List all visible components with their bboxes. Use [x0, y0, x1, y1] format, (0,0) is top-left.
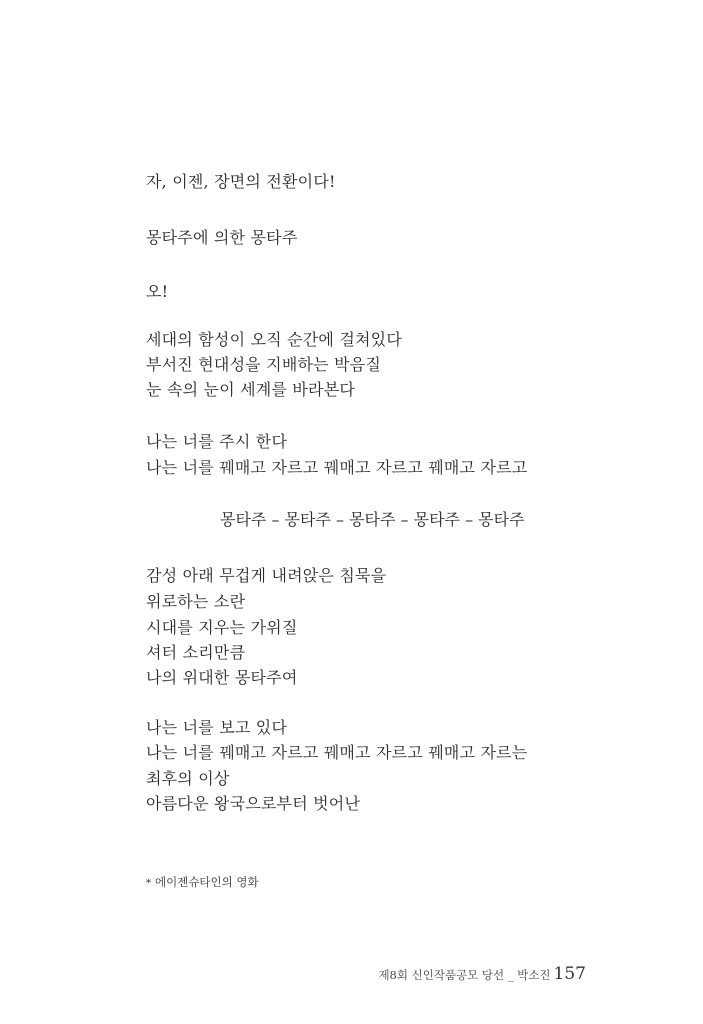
poem-line: 시대를 지우는 가위질: [146, 618, 298, 637]
poem-line: 감성 아래 무겁게 내려앉은 침묵을: [146, 566, 387, 585]
poem-line: 나는 너를 주시 한다: [146, 432, 288, 451]
poem-line: 셔터 소리만큼: [146, 643, 246, 662]
poem-line: 자, 이젠, 장면의 전환이다!: [146, 172, 336, 191]
footnote-text: 에이젠슈타인의 영화: [155, 875, 259, 889]
poem-line: 눈 속의 눈이 세계를 바라본다: [146, 380, 356, 399]
poem-line: 최후의 이상: [146, 769, 230, 788]
poem-line: 위로하는 소란: [146, 592, 246, 611]
poem-line: 나의 위대한 몽타주여: [146, 668, 298, 687]
footnote: [146, 874, 259, 892]
poem-line: 세대의 함성이 오직 순간에 걸쳐있다: [146, 330, 402, 349]
poem-line: 나는 너를 꿰매고 자르고 꿰매고 자르고 꿰매고 자르는: [146, 743, 528, 762]
footnote-mark: *: [146, 878, 151, 889]
poem-line: 부서진 현대성을 지배하는 박음질: [146, 355, 382, 374]
poem-line: 오!: [146, 282, 169, 301]
page-footer: [378, 964, 586, 985]
footer-label: 제8회 신인작품공모 당선 _ 박소진: [378, 968, 551, 982]
page-number: 157: [553, 964, 586, 984]
poem-line: 아름다운 왕국으로부터 벗어난: [146, 794, 361, 813]
poem-line: 나는 너를 보고 있다: [146, 718, 288, 737]
poem-line: 몽타주에 의한 몽타주: [146, 228, 298, 247]
poem-line: 나는 너를 꿰매고 자르고 꿰매고 자르고 꿰매고 자르고: [146, 458, 528, 477]
poem-refrain: 몽타주 – 몽타주 – 몽타주 – 몽타주 – 몽타주: [220, 510, 525, 529]
